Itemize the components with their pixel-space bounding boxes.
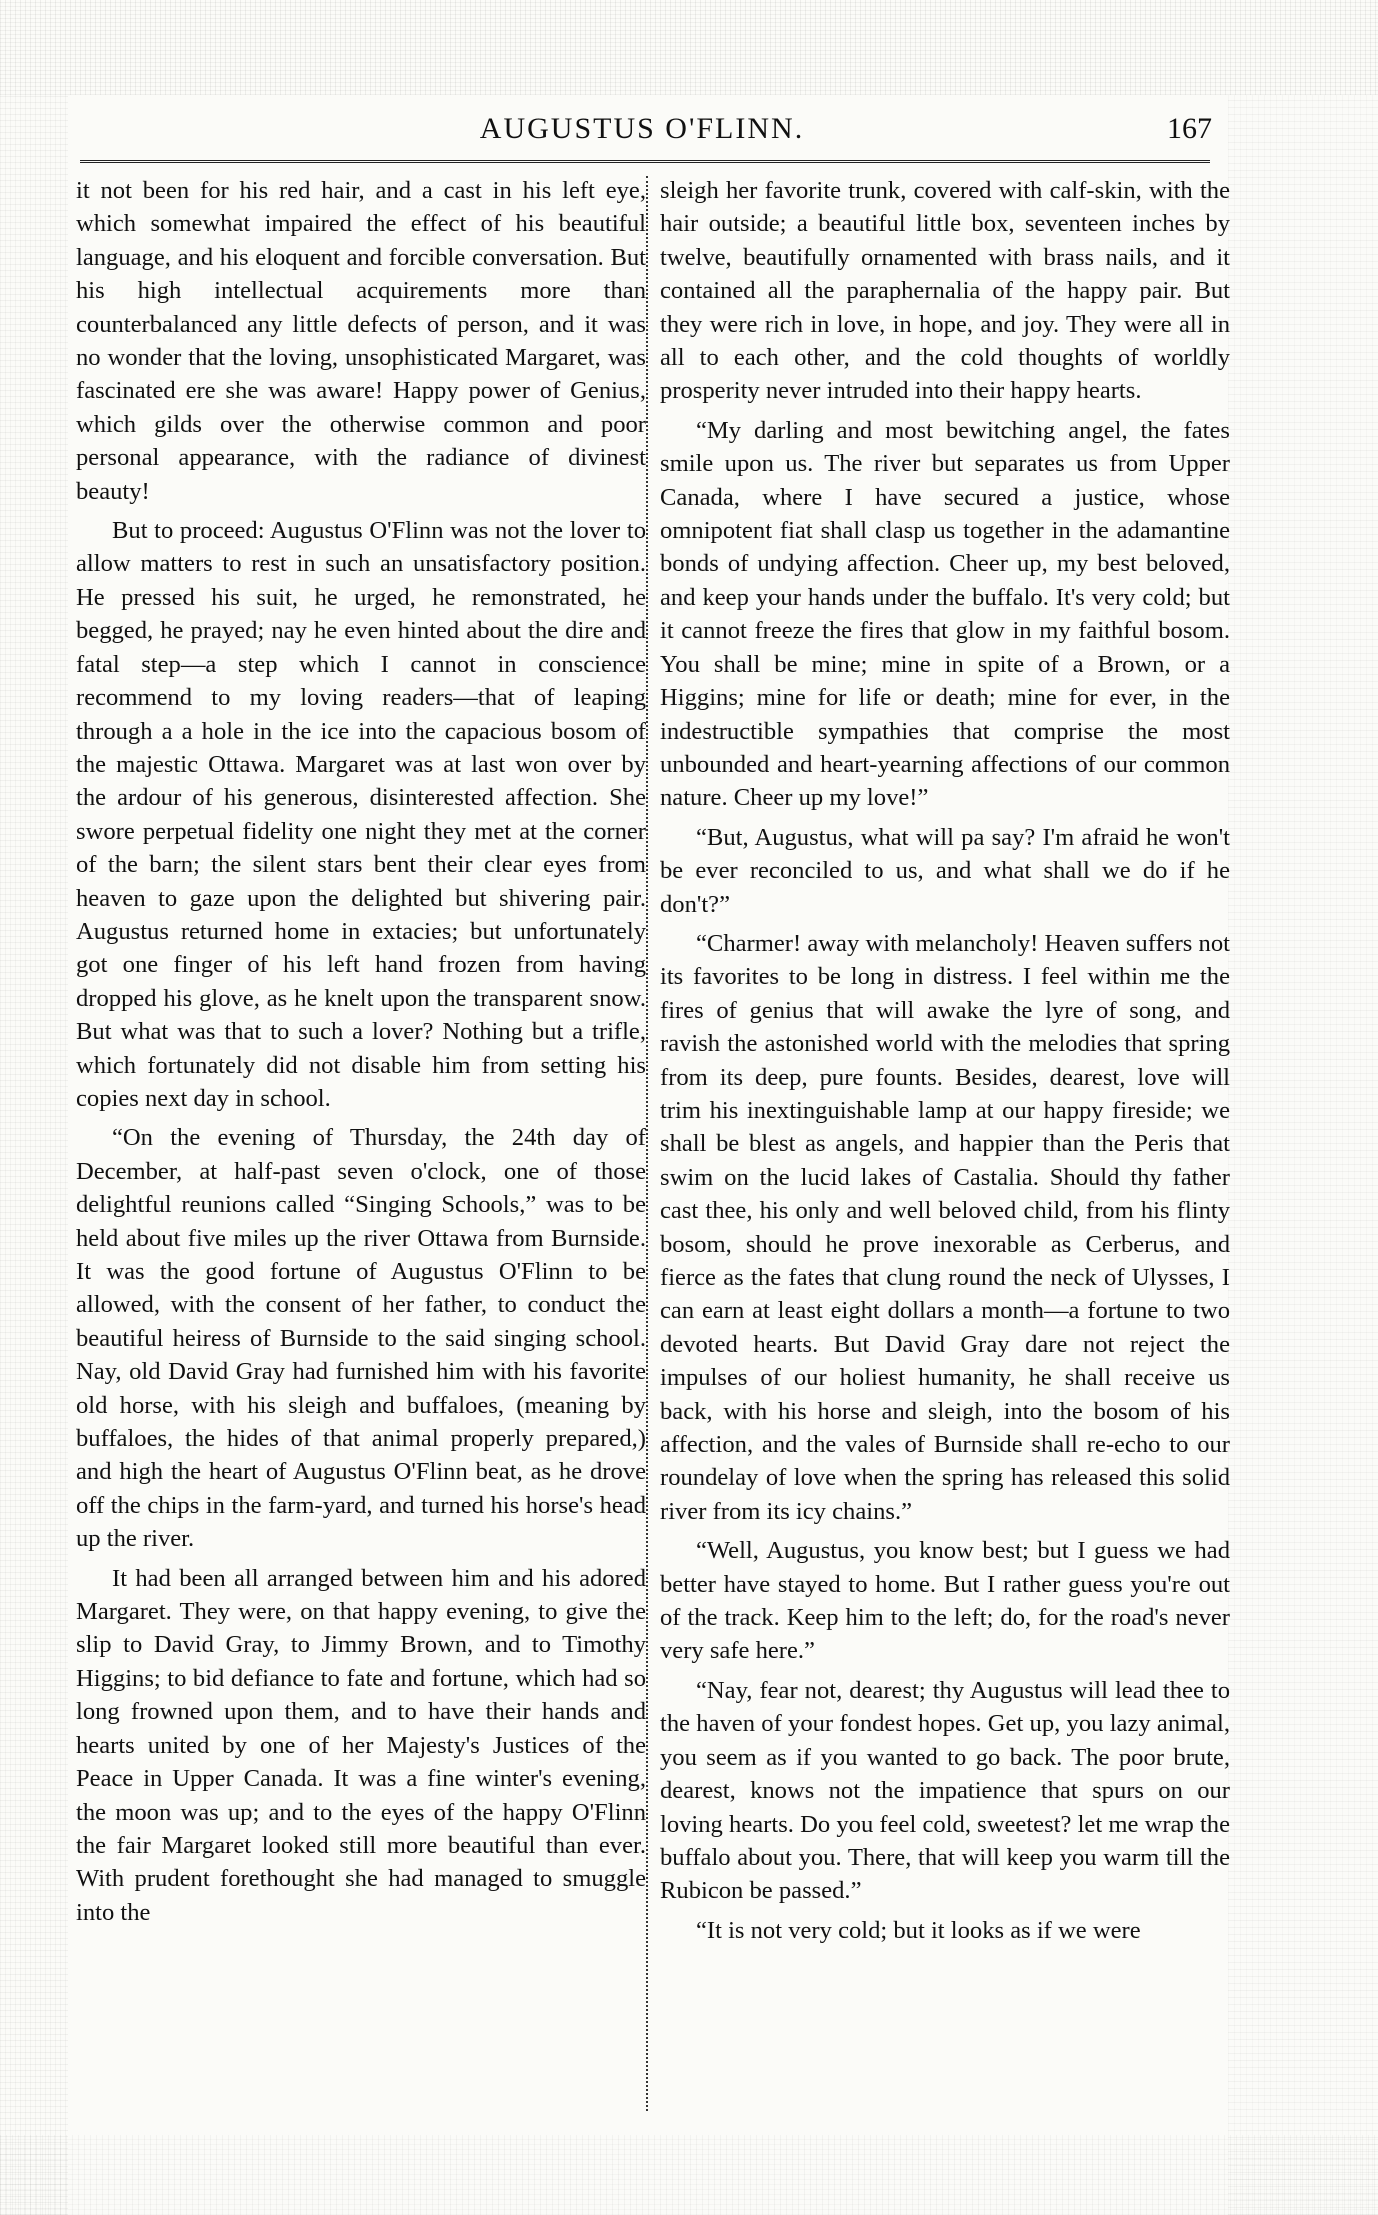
paragraph: “Charmer! away with melancholy! Heaven suffers not its favorites to be long in distress. I feel within me the fires of genius that will awake the lyre of song, and ravish the astonished world with the melodies that spring from its deep, pure founts. Besides, dearest, love will trim his inextinguishable lamp at our happy fireside; we shall be blest as angels, and happier than the Peris that swim on the lucid lakes of Castalia. Should thy father cast thee, his only and well beloved child, from his flinty bosom, should he prove inexorable as Cerberus, and fierce as the fates that clung round the neck of Ulysses, I can earn at least eight dollars a month—a fortune to two devoted hearts. But David Gray dare not reject the impulses of our holiest humanity, he shall receive us back, with his horse and sleigh, into the bosom of his affection, and the vales of Burnside shall re-echo to our roundelay of love when the spring has released this solid river from its icy chains.”	[660, 929, 1230, 1525]
header-rule	[80, 160, 1210, 166]
running-head	[72, 108, 1212, 156]
column-divider	[646, 176, 648, 2111]
paragraph: “My darling and most bewitching angel, the fates smile upon us. The river but separates us from Upper Canada, where I have secured a justice, whose omnipotent fiat shall clasp us together in the adamantine bonds of undying affection. Cheer up, my best beloved, and keep your hands under the buffalo. It's very cold; but it cannot freeze the fires that glow in my faithful bosom. You shall be mine; mine in spite of a Brown, or a Higgins; mine for life or death; mine for ever, in the indestructible sympathies that comprise the most unbounded and heart-yearning affections of our common nature. Cheer up my love!”	[660, 416, 1230, 812]
paragraph: “It is not very cold; but it looks as if we were	[696, 1916, 1141, 1944]
paragraph: “But, Augustus, what will pa say? I'm afraid he won't be ever reconciled to us, and what shall we do if he don't?”	[660, 823, 1230, 918]
page-number: 167	[1167, 112, 1212, 145]
scan-noise-top	[0, 0, 1378, 95]
paragraph: sleigh her favorite trunk, covered with calf-skin, with the hair outside; a beautiful little box, seventeen inches by twelve, beautifully ornamented with brass nails, and it contained all the paraphernalia of the happy pair. But they were rich in love, in hope, and joy. They were all in all to each other, and the cold thoughts of worldly prosperity never intruded into their happy hearts.	[660, 177, 1230, 405]
paragraph: “Well, Augustus, you know best; but I guess we had better have stayed to home. But I rather guess you're out of the track. Keep him to the left; do, for the road's never very safe here.”	[660, 1537, 1230, 1665]
paragraph: it not been for his red hair, and a cast in his left eye, which somewhat impaired the effect of his beautiful language, and his eloquent and forcible conversation. But his high intellectual acquirements more than counterbalanced any little defects of person, and it was no wonder that the loving, unsophisticated Margaret, was fascinated ere she was aware! Happy power of Genius, which gilds over the otherwise common and poor personal appearance, with the radiance of divinest beauty!	[76, 177, 646, 505]
scan-noise-bottom	[0, 2135, 1378, 2215]
paragraph: It had been all arranged between him and his adored Margaret. They were, on that happy evening, to give the slip to David Gray, to Jimmy Brown, and to Timothy Higgins; to bid defiance to fate and fortune, which had so long frowned upon them, and to have their hands and hearts united by one of her Majesty's Justices of the Peace in Upper Canada. It was a fine winter's evening, the moon was up; and to the eyes of the happy O'Flinn the fair Margaret looked still more beautiful than ever. With prudent forethought she had managed to smuggle into the	[76, 1564, 646, 1926]
scan-noise-left	[0, 95, 68, 2215]
paragraph: But to proceed: Augustus O'Flinn was not the lover to allow matters to rest in such an unsatisfactory position. He pressed his suit, he urged, he remonstrated, he begged, he prayed; nay he even hinted about the dire and fatal step—a step which I cannot in conscience recommend to my loving readers—that of leaping through a a hole in the ice into the capacious bosom of the majestic Ottawa. Margaret was at last won over by the ardour of his generous, disinterested affection. She swore perpetual fidelity one night they met at the corner of the barn; the silent stars bent their clear eyes from heaven to gaze upon the delighted but shivering pair. Augustus returned home in extacies; but unfortunately got one finger of his left hand frozen from having dropped his glove, as he knelt upon the transparent snow. But what was that to such a lover? Nothing but a trifle, which fortunately did not disable him from setting his copies next day in school.	[76, 517, 646, 1112]
paragraph: “On the evening of Thursday, the 24th day of December, at half-past seven o'clock, one of those delightful reunions called “Singing Schools,” was to be held about five miles up the river Ottawa from Burnside. It was the good fortune of Augustus O'Flinn to be allowed, with the consent of her father, to conduct the beautiful heiress of Burnside to the said singing school. Nay, old David Gray had furnished him with his favorite old horse, with his sleigh and buffaloes, (meaning by buffaloes, the hides of that animal properly prepared,) and high the heart of Augustus O'Flinn beat, as he drove off the chips in the farm-yard, and turned his horse's head up the river.	[76, 1124, 646, 1553]
left-column	[76, 174, 646, 1935]
scan-noise-right	[1228, 95, 1378, 2215]
right-column	[660, 174, 1230, 1953]
running-title: AUGUSTUS O'FLINN.	[479, 112, 805, 145]
paragraph: “Nay, fear not, dearest; thy Augustus will lead thee to the haven of your fondest hopes. Get up, you lazy animal, you seem as if you wanted to go back. The poor brute, dearest, knows not the impatience that spurs on our loving hearts. Do you feel cold, sweetest? let me wrap the buffalo about you. There, that will keep you warm till the Rubicon be passed.”	[660, 1676, 1230, 1905]
